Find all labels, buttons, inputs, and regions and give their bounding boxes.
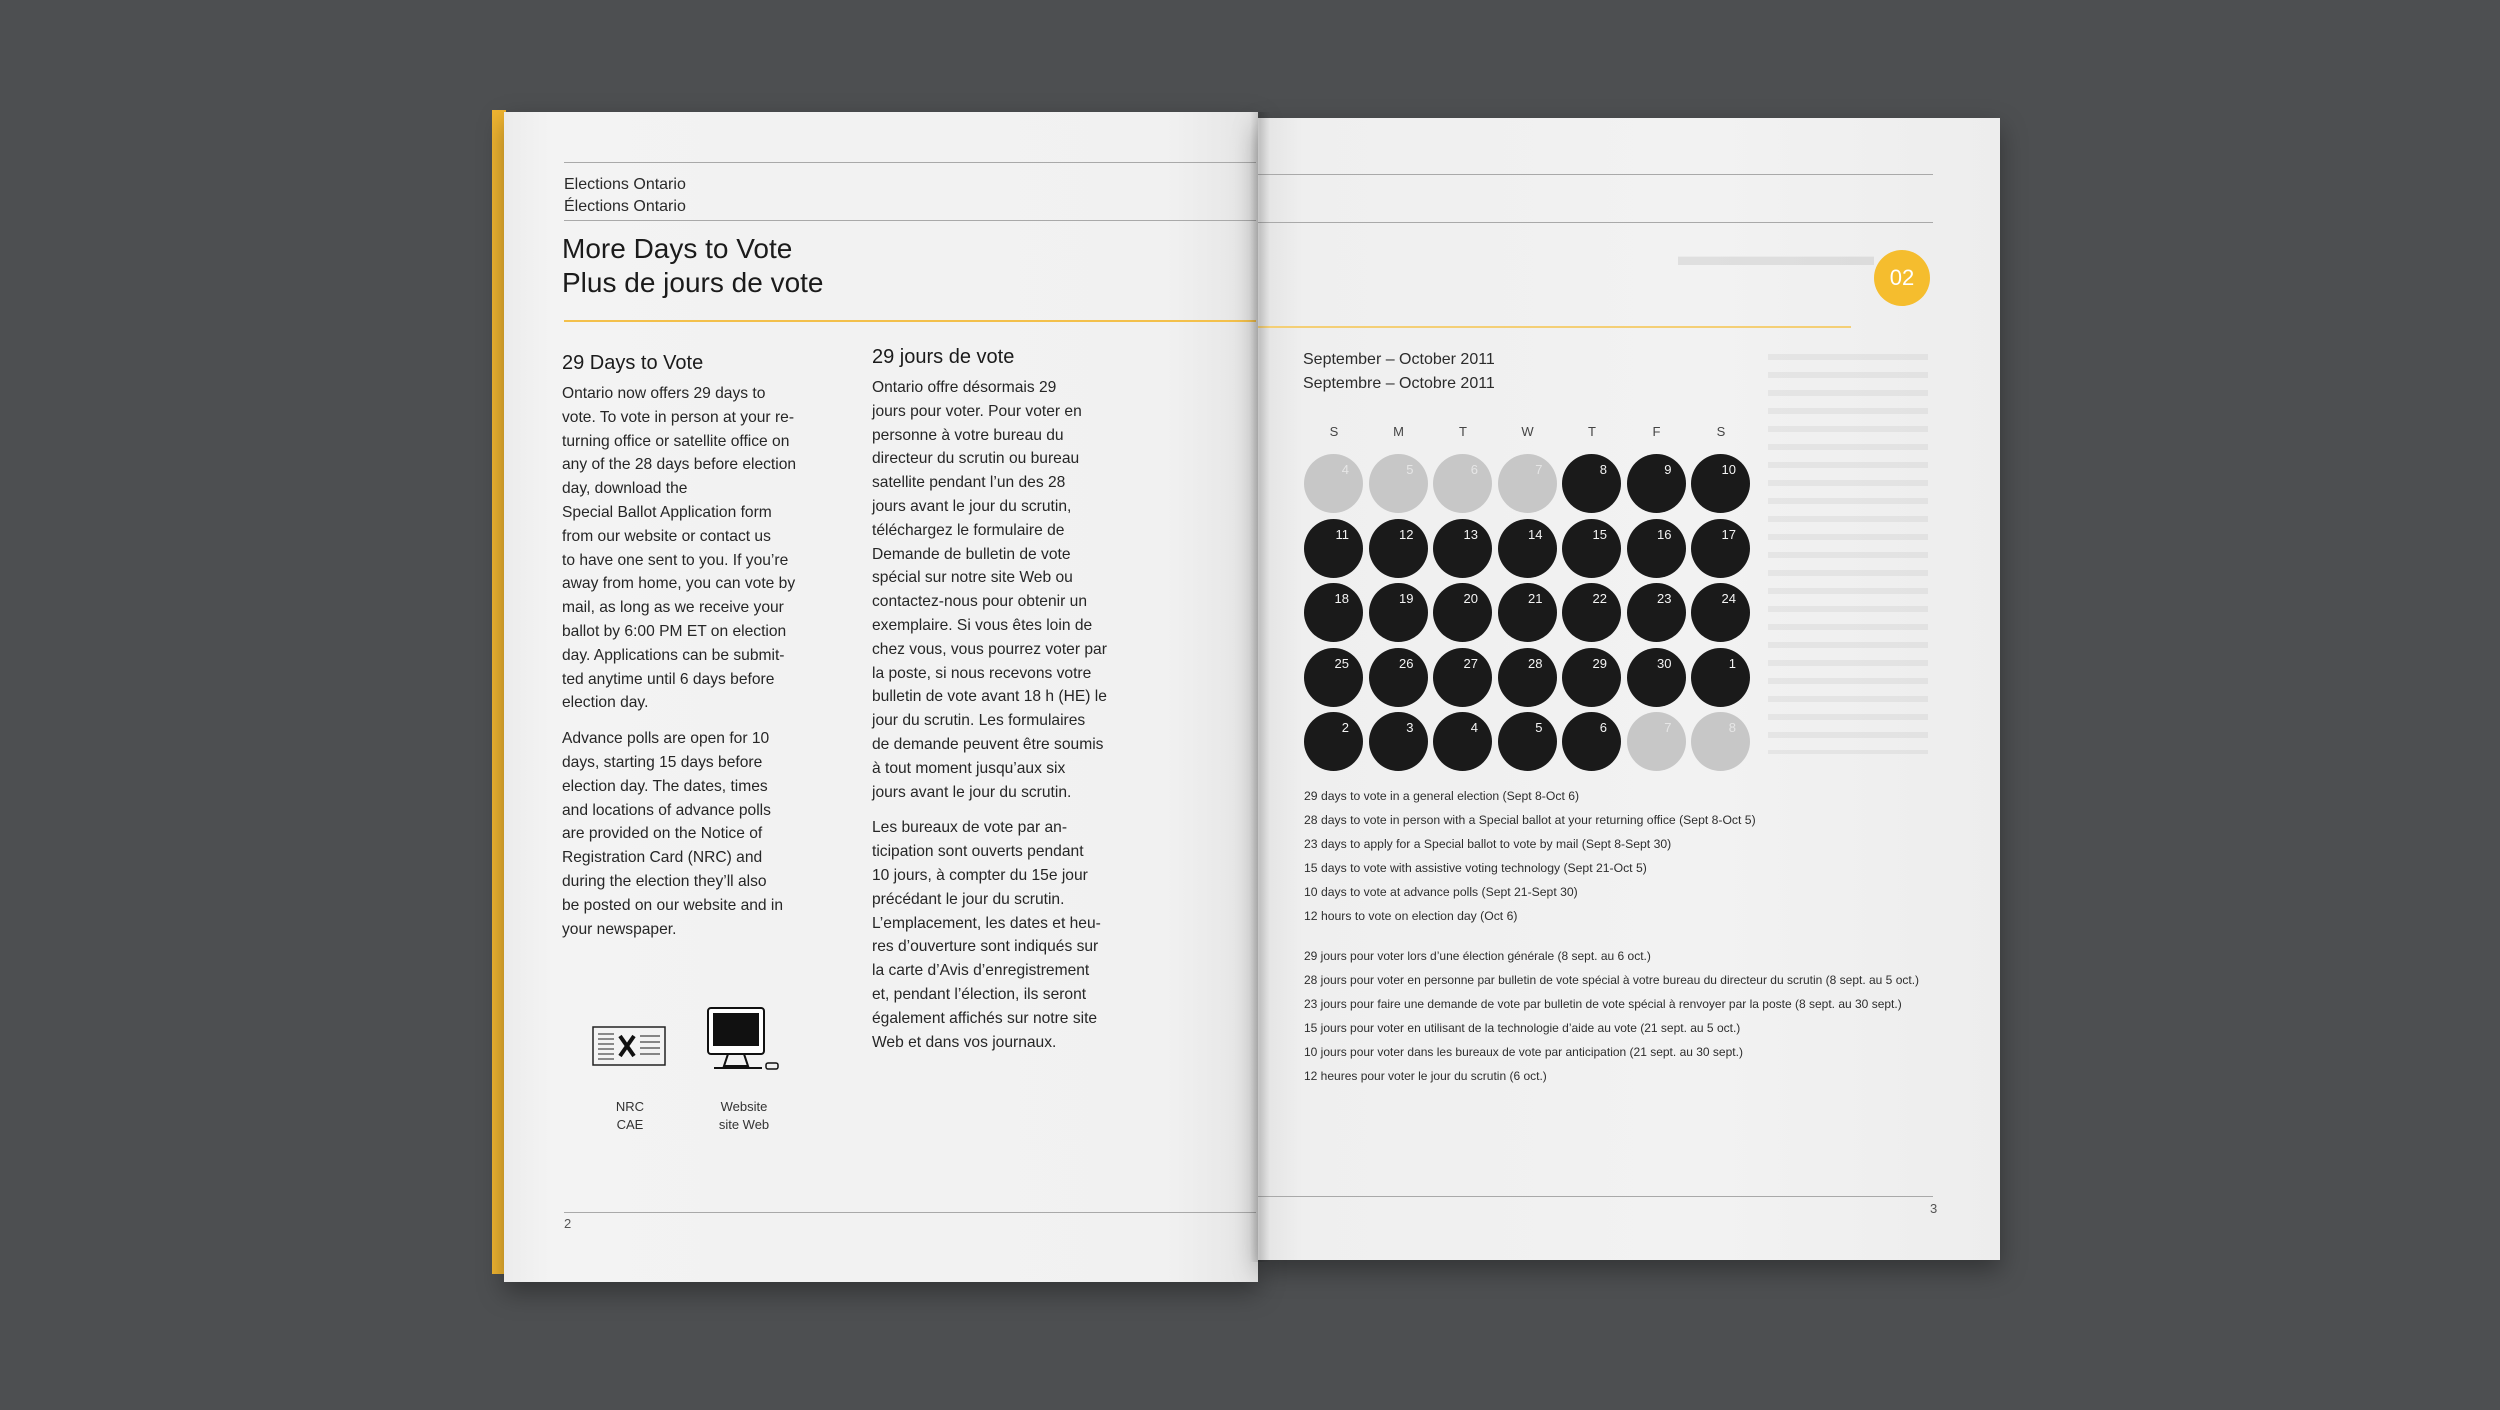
col1-paragraph-2 [562,727,837,941]
text-line: to have one sent to you. If you’re [562,551,789,569]
calendar-day [1304,712,1363,771]
calendar-day-number: 16 [1657,526,1672,542]
text-line: 10 jours, à compter du 15e jour [872,866,1088,884]
text-line: ballot by 6:00 PM ET on election [562,622,787,640]
header-rule-top-right [1258,174,1933,175]
registration-card-icon [592,1026,666,1066]
section-number-badge: 02 [1874,250,1930,306]
calendar-day-number: 15 [1592,526,1607,542]
text-line: jours pour voter. Pour voter en [872,402,1082,420]
title-rule-yellow [564,320,1256,322]
text-line: turning office or satellite office on [562,432,790,450]
col2-heading: 29 jours de vote [872,346,1015,368]
col1-heading: 29 Days to Vote [562,352,704,374]
legend-item: 29 days to vote in a general election (Sept 8-Oct 6) [1304,789,1580,803]
text-line: mail, as long as we receive your [562,599,784,617]
text-line: spécial sur notre site Web ou [872,569,1073,587]
header-rule-bottom [564,220,1256,221]
calendar-day [1562,648,1621,707]
text-line: res d’ouverture sont indiqués sur [872,938,1099,956]
text-line: vote. To vote in person at your re- [562,408,795,426]
text-line: Ontario now offers 29 days to [562,385,766,402]
text-line: Web et dans vos journaux. [872,1033,1057,1051]
text-line: election day. [562,694,649,712]
legend-item: 10 days to vote at advance polls (Sept 21-Sept 30) [1304,885,1578,899]
left-page [504,112,1258,1282]
legend-item: 28 jours pour voter en personne par bulletin de vote spécial à votre bureau du directeur du scrutin (8 sept. au 5 oct.) [1304,973,1920,987]
text-line: Special Ballot Application form [562,503,772,521]
col2-paragraph-2 [872,816,1172,1054]
calendar-day [1304,519,1363,578]
text-line: jours avant le jour du scrutin, [872,497,1072,515]
calendar-day-number: 20 [1463,591,1478,606]
calendar-day [1691,454,1750,513]
legend-french [1304,944,1919,1088]
calendar-day [1369,454,1428,513]
footer-rule [564,1212,1256,1213]
text-line: contactez-nous pour obtenir un [872,593,1087,611]
calendar-title-en: September – October 2011 [1303,351,1495,368]
calendar-day [1433,648,1492,707]
weekday-label: T [1588,424,1596,439]
calendar-day-number: 18 [1334,591,1349,606]
calendar-day [1369,712,1428,771]
text-line: your newspaper. [562,920,677,938]
calendar-day-number: 7 [1664,720,1672,735]
calendar-title-fr: Septembre – Octobre 2011 [1303,375,1495,392]
calendar-day-number: 8 [1599,462,1607,477]
calendar-day-number: 13 [1463,526,1478,542]
calendar-day [1691,712,1750,771]
calendar-day [1433,712,1492,771]
text-line: téléchargez le formulaire de [872,521,1065,539]
weekday-label: F [1652,424,1661,439]
page-number-right: 3 [1930,1201,1938,1216]
calendar-day-number: 10 [1721,462,1736,477]
calendar-day-number: 29 [1592,655,1607,671]
calendar-day [1627,712,1686,771]
org-name-fr: Élections Ontario [564,198,686,215]
show-through-text [1768,354,1928,754]
calendar-day-number: 21 [1528,591,1543,606]
calendar-day-number: 28 [1528,655,1543,671]
col1-paragraph-1 [562,382,837,715]
text-line: exemplaire. Si vous êtes loin de [872,616,1093,634]
col2-paragraph-1 [872,376,1172,804]
calendar-day-number: 4 [1470,720,1478,735]
org-name-en: Elections Ontario [564,176,686,193]
calendar-day-number: 27 [1463,655,1478,671]
header-rule-bottom-right [1258,222,1933,223]
calendar-day [1498,583,1557,642]
text-line: personne à votre bureau du [872,426,1064,444]
calendar-day-number: 8 [1728,720,1736,735]
website-label-en: Website [720,1099,768,1114]
calendar-day [1369,583,1428,642]
calendar-day [1627,454,1686,513]
legend-item: 10 jours pour voter dans les bureaux de vote par anticipation (21 sept. au 30 sept.) [1304,1045,1743,1059]
legend-item: 23 jours pour faire une demande de vote par bulletin de vote spécial à renvoyer par la poste (8 sept. au 30 sept.) [1304,997,1902,1011]
text-line: de demande peuvent être soumis [872,735,1104,753]
text-line: and locations of advance polls [562,801,771,819]
calendar-day-number: 23 [1657,591,1672,606]
calendar-day [1304,583,1363,642]
calendar-day-number: 17 [1721,526,1736,542]
legend-english [1304,784,1756,928]
calendar-day-number: 14 [1528,526,1543,542]
text-line: during the election they’ll also [562,872,767,890]
calendar-day-number: 24 [1721,591,1736,606]
text-line: bulletin de vote avant 18 h (HE) le [872,688,1107,706]
weekday-label: W [1521,424,1534,439]
text-line: are provided on the Notice of [562,825,763,843]
text-line: ted anytime until 6 days before [562,670,775,688]
calendar-day-number: 5 [1406,462,1414,477]
calendar-day [1627,648,1686,707]
calendar-day [1433,519,1492,578]
calendar-day-number: 19 [1399,591,1414,606]
calendar-day-number: 25 [1334,655,1349,671]
text-line: days, starting 15 days before [562,753,763,771]
calendar-day [1562,454,1621,513]
text-line: Registration Card (NRC) and [562,849,763,867]
text-line: précédant le jour du scrutin. [872,890,1065,908]
legend-item: 15 days to vote with assistive voting technology (Sept 21-Oct 5) [1304,861,1647,875]
text-line: chez vous, vous pourrez voter par [872,640,1107,658]
text-line: jours avant le jour du scrutin. [872,783,1072,801]
calendar-day-number: 6 [1470,462,1478,477]
legend-item: 12 heures pour voter le jour du scrutin (6 oct.) [1304,1069,1547,1083]
text-line: également affichés sur notre site [872,1009,1098,1027]
page-title-fr: Plus de jours de vote [562,267,824,298]
legend-item: 23 days to apply for a Special ballot to vote by mail (Sept 8-Sept 30) [1304,837,1672,851]
text-line: jour du scrutin. Les formulaires [872,712,1086,730]
show-through-title: ▬▬▬▬▬▬▬ [1678,240,1874,271]
text-line: away from home, you can vote by [562,575,796,593]
text-line: day, download the [562,480,688,498]
text-line: Les bureaux de vote par an- [872,819,1068,837]
calendar-day [1627,583,1686,642]
computer-monitor-icon [704,1006,784,1074]
legend-item: 15 jours pour voter en utilisant de la technologie d’aide au vote (21 sept. au 5 oct.) [1304,1021,1741,1035]
text-line: election day. The dates, times [562,777,768,795]
calendar-day [1562,712,1621,771]
calendar-day [1498,648,1557,707]
calendar-day [1691,648,1750,707]
calendar-day [1562,583,1621,642]
text-line: à tout moment jusqu’aux six [872,759,1066,777]
weekday-label: T [1459,424,1467,439]
page-title-en: More Days to Vote [562,233,793,264]
calendar-day [1691,519,1750,578]
calendar-day-number: 12 [1399,526,1414,542]
text-line: Advance polls are open for 10 [562,730,770,748]
calendar-day [1691,583,1750,642]
page-number-left: 2 [564,1216,572,1231]
calendar-day [1304,648,1363,707]
legend-item: 29 jours pour voter lors d’une élection générale (8 sept. au 6 oct.) [1304,949,1651,963]
calendar-day-number: 30 [1657,655,1672,671]
text-line: satellite pendant l’un des 28 [872,474,1066,492]
calendar-day [1498,454,1557,513]
nrc-label-fr: CAE [616,1117,644,1132]
calendar-day-number: 7 [1535,462,1543,477]
col2-body [872,376,1172,1066]
text-line: any of the 28 days before election [562,456,797,474]
header-rule-top [564,162,1256,163]
calendar-day [1498,712,1557,771]
text-line: Ontario offre désormais 29 [872,379,1057,396]
calendar-day-number: 22 [1592,591,1607,606]
col1-body [562,382,837,953]
calendar-day-number: 6 [1599,720,1607,735]
text-line: be posted on our website and in [562,896,784,914]
calendar-day-number: 1 [1728,655,1736,671]
calendar-day-number: 26 [1399,655,1414,671]
calendar-day-number: 11 [1335,526,1349,542]
website-label-fr: site Web [718,1117,770,1132]
calendar-day [1433,454,1492,513]
text-line: ticipation sont ouverts pendant [872,843,1084,861]
weekday-label: S [1329,424,1339,439]
calendar-day-number: 4 [1341,462,1349,477]
text-line: Demande de bulletin de vote [872,545,1071,563]
legend-item: 28 days to vote in person with a Special ballot at your returning office (Sept 8-Oct 5) [1304,813,1756,827]
calendar-day [1369,648,1428,707]
calendar-day-number: 2 [1341,720,1349,735]
nrc-label-en: NRC [615,1099,645,1114]
calendar-day [1369,519,1428,578]
calendar-day-number: 5 [1535,720,1543,735]
calendar-day-number: 3 [1406,720,1414,735]
text-line: directeur du scrutin ou bureau [872,450,1080,468]
text-line: L’emplacement, les dates et heu- [872,914,1101,932]
weekday-label: S [1716,424,1726,439]
weekday-label: M [1393,424,1404,439]
calendar-day [1433,583,1492,642]
text-line: from our website or contact us [562,527,771,545]
calendar-day [1562,519,1621,578]
text-line: day. Applications can be submit- [562,646,785,664]
legend-item: 12 hours to vote on election day (Oct 6) [1304,909,1518,923]
text-line: la carte d’Avis d’enregistrement [872,962,1090,980]
footer-rule-right [1258,1196,1933,1197]
calendar-day [1498,519,1557,578]
text-line: la poste, si nous recevons votre [872,664,1092,682]
text-line: et, pendant l’élection, ils seront [872,985,1087,1003]
title-rule-yellow-right [1258,326,1851,328]
calendar-day [1627,519,1686,578]
book-gutter-shadow [1250,112,1270,1262]
calendar-day [1304,454,1363,513]
calendar-day-number: 9 [1664,462,1672,477]
